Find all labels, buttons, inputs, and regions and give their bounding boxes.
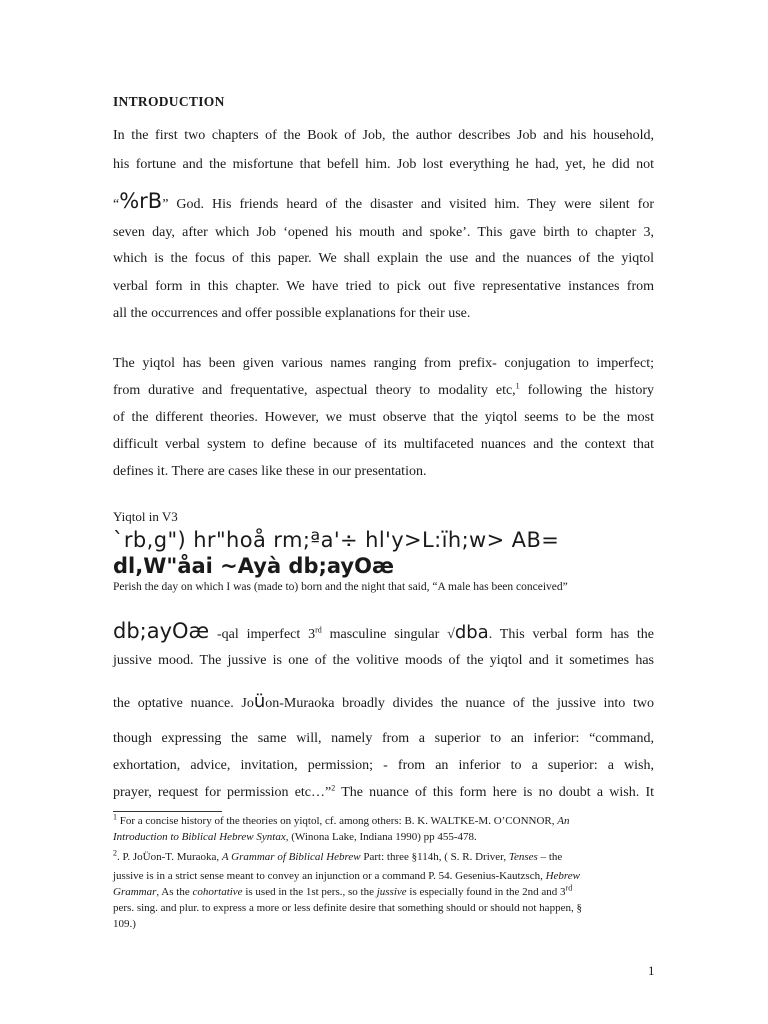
text-run: is used in the 1st pers., so the xyxy=(242,886,377,898)
paragraph-line xyxy=(113,785,654,801)
paragraph-line: In the first two chapters of the Book of Job, the author describes Job and his household, xyxy=(113,128,654,143)
italic-run: Hebrew xyxy=(545,870,580,882)
hebrew-verse-line: `rb,g") hr"hoå rm;ªa'÷ hl'y>L:ïh;w> AB= xyxy=(113,528,560,552)
footnote-number: 1 xyxy=(113,812,117,822)
paragraph-line: though expressing the same will, namely from a superior to an inferior: “command, xyxy=(113,731,654,746)
open-quote: “ xyxy=(113,197,120,212)
paragraph-line: defines it. There are cases like these in our presentation. xyxy=(113,464,427,479)
paragraph-line: exhortation, advice, invitation, permission; - from an inferior to a superior: a wish, xyxy=(113,758,654,773)
footnote-ref[interactable]: 2 xyxy=(331,783,336,793)
paragraph-line: jussive mood. The jussive is one of the volitive moods of the yiqtol and it sometimes has xyxy=(113,653,654,668)
italic-run: Introduction to Biblical Hebrew Syntax, xyxy=(113,831,289,843)
footnote-separator xyxy=(113,811,222,812)
footnote-number: 2 xyxy=(113,848,117,858)
footnote-line: 109.) xyxy=(113,918,136,930)
special-char: ü xyxy=(253,691,266,712)
footnote-line xyxy=(113,812,654,828)
text-run: . P. JoÜon-T. Muraoka, xyxy=(117,851,222,863)
paragraph-line: The yiqtol has been given various names ranging from prefix- conjugation to imperfect; xyxy=(113,356,654,371)
footnote-line xyxy=(113,848,654,864)
text-run: The nuance of this form here is no doubt a wish. It xyxy=(335,785,654,800)
paragraph-line xyxy=(113,383,654,399)
paragraph-line: which is the focus of this paper. We shall explain the use and the nuances of the yiqtol xyxy=(113,251,654,266)
text-run: (Winona Lake, Indiana 1990) pp 455-478. xyxy=(288,831,477,843)
page-number: 1 xyxy=(648,963,655,978)
text-run: masculine singular √ xyxy=(321,627,455,642)
paragraph-line xyxy=(113,189,654,213)
paragraph-line xyxy=(113,619,654,643)
verse-translation: Perish the day on which I was (made to) born and the night that said, “A male has been conceived” xyxy=(113,581,568,593)
text-run: – the xyxy=(537,851,563,863)
italic-run: A Grammar of Biblical Hebrew xyxy=(221,851,361,863)
hebrew-word: db;ayOæ xyxy=(113,619,210,643)
text-run: For a concise history of the theories on yiqtol, cf. among others: B. K. WALTKE-M. O’CONNOR, xyxy=(117,815,558,827)
italic-run: jussive xyxy=(376,886,407,898)
text-run: ” God. His friends heard of the disaster and visited him. They were silent for xyxy=(162,197,654,212)
paragraph-line: all the occurrences and offer possible explanations for their use. xyxy=(113,306,471,321)
text-run: from durative and frequentative, aspectual theory to modality etc, xyxy=(113,383,516,398)
text-run: Part: three §114h, ( S. R. Driver, xyxy=(360,851,509,863)
text-run: , As the xyxy=(156,886,193,898)
text-run: -qal imperfect 3 xyxy=(209,627,316,642)
footnote-line xyxy=(113,870,654,883)
superscript: rd xyxy=(565,883,573,893)
footnote-line xyxy=(113,831,654,844)
paragraph-line: his fortune and the misfortune that befell him. Job lost everything he had, yet, he did not xyxy=(113,157,654,172)
paragraph-line: difficult verbal system to define because of its multifaceted nuances and the context that xyxy=(113,437,654,452)
text-run: is especially found in the 2nd and 3 xyxy=(406,886,566,898)
italic-run: Tenses xyxy=(508,851,538,863)
footnote-ref[interactable]: 1 xyxy=(515,381,520,391)
text-run: prayer, request for permission etc…” xyxy=(113,785,332,800)
italic-run: Grammar xyxy=(113,886,157,898)
superscript: rd xyxy=(315,625,322,635)
text-run: the optative nuance. Jo xyxy=(113,696,254,711)
footnote-line: pers. sing. and plur. to express a more or less definite desire that something should or should not happen, § xyxy=(113,902,582,914)
text-run: on-Muraoka broadly divides the nuance of the jussive into two xyxy=(265,696,654,711)
hebrew-word: %rB xyxy=(119,189,163,213)
paragraph-line: of the different theories. However, we must observe that the yiqtol seems to be the most xyxy=(113,410,654,425)
italic-run: cohortative xyxy=(192,886,243,898)
text-run: jussive is in a strict sense meant to convey an injunction or a command P. 54. Gesenius-Kautzsch, xyxy=(113,870,546,882)
footnote-line xyxy=(113,883,654,899)
section-heading: INTRODUCTION xyxy=(113,94,225,109)
text-run: following the history xyxy=(519,383,654,398)
paragraph-line: seven day, after which Job ‘opened his mouth and spoke’. This gave birth to chapter 3, xyxy=(113,225,654,240)
paragraph-line: verbal form in this chapter. We have tried to pick out five representative instances from xyxy=(113,279,654,294)
italic-run: An xyxy=(557,815,570,827)
text-run: . This verbal form has the xyxy=(488,627,654,642)
paragraph-line xyxy=(113,691,654,712)
verse-label: Yiqtol in V3 xyxy=(113,509,178,524)
hebrew-verse-line: dl,W"åai ~Ayà db;ayOæ xyxy=(113,554,394,578)
hebrew-root: dba xyxy=(454,622,489,643)
